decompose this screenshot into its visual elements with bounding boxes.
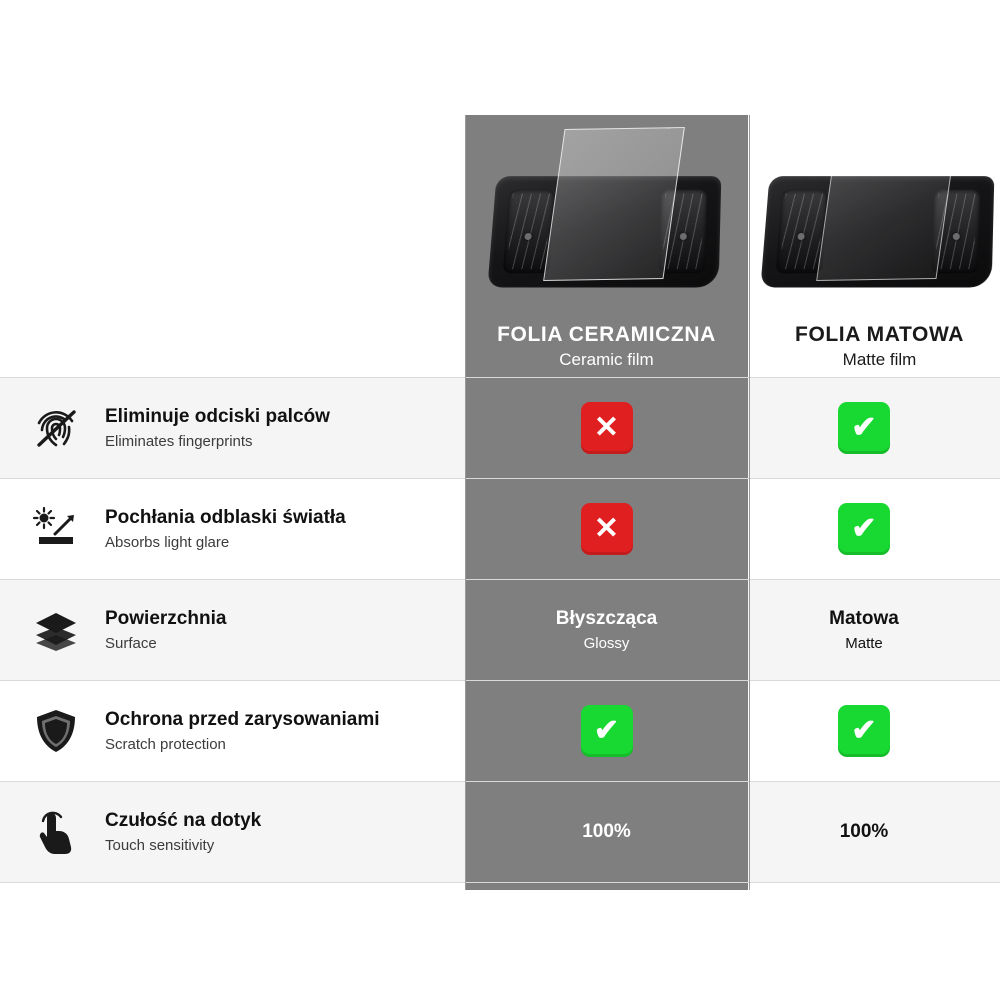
product-image-matte [755, 140, 1000, 315]
table-row [0, 781, 1000, 883]
cell-matte [738, 681, 990, 781]
vent-knob-right [679, 233, 686, 240]
film-sheet-overlay [543, 127, 685, 281]
vent-knob-left [797, 233, 805, 240]
product-title-matte: FOLIA MATOWA [795, 323, 964, 346]
feature-label-en: Absorbs light glare [105, 533, 230, 551]
cell-value-en: Glossy [583, 634, 630, 652]
status-badge-no: ✕ [581, 503, 633, 555]
feature-label-pl: Eliminuje odciski palców [105, 406, 330, 428]
product-subtitle-ceramic: Ceramic film [559, 350, 654, 369]
table-row [0, 478, 1000, 579]
product-header [0, 110, 1000, 375]
feature-label-pl: Pochłania odblaski światła [105, 507, 346, 529]
cell-value-pl: Matowa [829, 608, 899, 630]
cell-ceramic [465, 681, 748, 781]
sun-glare-icon [28, 501, 84, 557]
status-badge-no: ✕ [581, 402, 633, 454]
table-row [0, 680, 1000, 781]
shield-icon [28, 703, 84, 759]
feature-label-en: Touch sensitivity [105, 836, 215, 854]
product-image-ceramic [482, 140, 732, 315]
touch-hand-icon [28, 804, 84, 860]
product-subtitle-matte: Matte film [842, 350, 917, 369]
cell-ceramic [465, 782, 748, 882]
feature-label-en: Eliminates fingerprints [105, 432, 253, 450]
vent-slats-left [507, 194, 550, 270]
vent-slats-left [780, 194, 823, 270]
cell-value-en: Matte [845, 634, 883, 652]
cell-value-pl: 100% [839, 820, 889, 842]
cell-ceramic [465, 479, 748, 579]
cell-matte [738, 580, 990, 680]
cell-matte [738, 782, 990, 882]
feature-label-group [105, 608, 445, 652]
status-badge-yes: ✔ [581, 705, 633, 757]
cell-matte [738, 378, 990, 478]
product-title-ceramic: FOLIA CERAMICZNA [497, 323, 716, 346]
cell-value-pl: 100% [582, 820, 631, 842]
fingerprint-blocked-icon [28, 400, 84, 456]
feature-label-pl: Ochrona przed zarysowaniami [105, 709, 380, 731]
status-badge-yes: ✔ [838, 705, 890, 757]
feature-label-pl: Powierzchnia [105, 608, 227, 630]
feature-label-pl: Czułość na dotyk [105, 810, 262, 832]
vent-knob-left [524, 233, 532, 240]
cell-ceramic [465, 378, 748, 478]
feature-label-group [105, 810, 445, 854]
film-sheet-overlay [816, 127, 958, 281]
table-row [0, 579, 1000, 680]
cell-value-pl: Błyszcząca [555, 608, 658, 630]
comparison-rows [0, 377, 1000, 883]
feature-label-group [105, 507, 445, 551]
feature-label-group [105, 406, 445, 450]
table-row [0, 377, 1000, 478]
vent-knob-right [952, 233, 959, 240]
product-header-matte [738, 110, 1000, 375]
status-badge-yes: ✔ [838, 402, 890, 454]
status-badge-yes: ✔ [838, 503, 890, 555]
layers-icon [28, 602, 84, 658]
feature-label-en: Scratch protection [105, 735, 226, 753]
product-header-ceramic [465, 110, 748, 375]
feature-label-en: Surface [105, 634, 157, 652]
feature-label-group [105, 709, 445, 753]
cell-ceramic [465, 580, 748, 680]
cell-matte [738, 479, 990, 579]
